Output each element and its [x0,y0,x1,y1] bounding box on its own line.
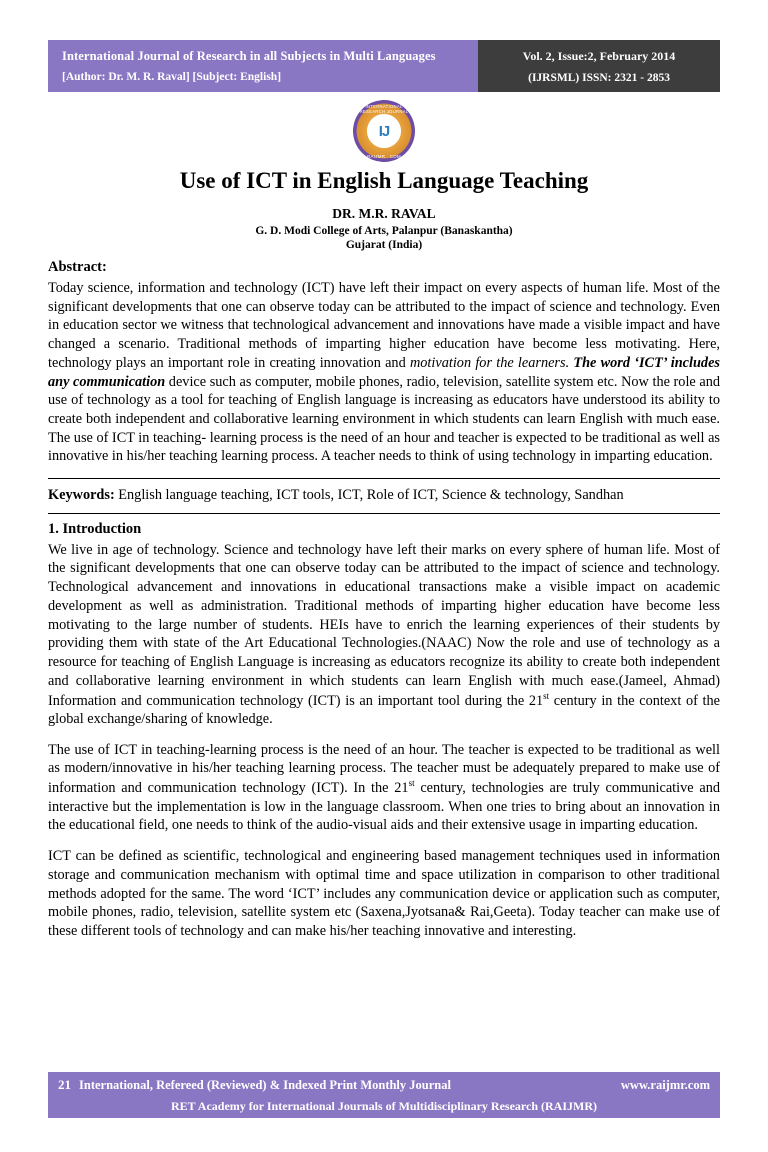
keywords-value: English language teaching, ICT tools, ICT, Role of ICT, Science & technology, Sandhan [114,487,624,504]
intro-p2-text-b: century, technologies are truly communicative and interactive but the implementation is low in the language classroom. When one tries to bring about an innovation in the educational field, one needs to think of the audio-visual aids and their extensive usage in imparting education. [48,779,721,834]
abstract-text-part-1: Today science, information and technology (ICT) have left their impact on every aspects of human life. Most of the significant developments that one can observe today can be attributed to the impact of science and technology. Even in education sector we witness that technological advancement and innovations have made a visible impact and have changed a scenario. Traditional methods of imparting higher education have become less motivating. Here, technology plays an important role in creating innovation and [48,280,720,371]
introduction-paragraph-2 [48,741,720,835]
intro-p2-text-a: The use of ICT in teaching-learning process is the need of an hour. The teacher is expected to be traditional as well as modern/innovative in his/her teaching learning process. The teacher must be adequately prepared to make use of information and communication technology (ICT). In the 21 [48,741,720,796]
page-footer [48,1072,720,1118]
affiliation-line-1: G. D. Modi College of Arts, Palanpur (Banaskantha) [255,225,513,237]
intro-p2-superscript: st [408,778,415,789]
author-subject: [Author: Dr. M. R. Raval] [Subject: English] [62,71,282,83]
footer-bar [48,1072,720,1098]
introduction-paragraph-1 [48,541,720,729]
keywords-label: Keywords: [48,487,115,504]
introduction-heading: 1. Introduction [48,520,142,537]
abstract-text-italic: motivation for the learners. [409,354,570,371]
page-header [48,40,720,92]
issn: (IJRSML) ISSN: 2321 - 2853 [528,71,670,84]
abstract-text-part-2: device such as computer, mobile phones, radio, television, satellite system etc. Now the role and use of technology as a tool for teaching of English language is increasing as educators have understood its ability to create both independent and collaborative learning environment in which students can learn English with much ease. The use of ICT in teaching- learning process is the need of an hour and teacher is expected to be traditional as well as innovative in his/her teaching learning process. A teacher needs to think of using technology in imparting education. [48,373,720,465]
page-title: Use of ICT in English Language Teaching [179,168,589,193]
footer-url-link[interactable]: www.raijmr.com [620,1077,710,1092]
header-right-block [478,40,720,92]
journal-title: International Journal of Research in all Subjects in Multi Languages [62,49,436,63]
abstract-text-bolditalic: The word ‘ICT’ includes any communication [48,354,720,390]
keywords-line [48,486,720,505]
abstract-paragraph [48,279,720,466]
header-left-block [48,40,478,92]
logo-ring-bottom-text: RAIJMR . COM [367,154,401,159]
journal-logo-wrap [48,100,720,162]
divider-below-keywords [48,513,720,514]
footer-journal-description: International, Refereed (Reviewed) & Indexed Print Monthly Journal [79,1077,451,1092]
author-name: DR. M.R. RAVAL [332,206,436,221]
volume-issue: Vol. 2, Issue:2, February 2014 [522,48,676,63]
intro-p1-text-a: We live in age of technology. Science and technology have left their marks on every sphere of human life. Most of the significant developments that one can observe today can be attributed to the impact of science and technology. Technological advancement and innovations in educational transactions make a visible impact on academic development as well as administration. Traditional methods of imparting higher education have become less motivating to the large number of students. HEIs have to enrich the learning experiences of their students by providing them with state of the Art Educational Technologies.(NAAC) Now the role and use of technology as a resource for teaching of English Language is increasing as educators recognize its ability to create both independent and collaborative learning environment in which students can learn English with much ease.(Jameel, Ahmad) Information and communication technology (ICT) is an important tool during the 21 [48,541,720,709]
introduction-paragraph-3: ICT can be defined as scientific, technological and engineering based management techniques used in information storage and communication mechanism with optimal time and space utilization in comparison to other traditional methods adopted for the same. The word ‘ICT’ includes any communication device or application such as computer, mobile phones, radio, television, satellite system etc (Saxena,Jyotsana& Rai,Geeta). Today teacher can make use of these different tools of technology and can make his/her teaching innovative and interesting. [48,848,720,939]
intro-p1-superscript: st [543,690,550,701]
footer-publisher: RET Academy for International Journals of Multidisciplinary Research (RAIJMR) [48,1098,720,1118]
divider-above-keywords [48,478,720,479]
intro-p1-text-b: century in the context of the global exchange/sharing of knowledge. [48,692,720,727]
journal-logo-icon [353,100,415,162]
affiliation-line-2: Gujarat (India) [345,239,423,251]
logo-ring-top-text: INTERNATIONAL RESEARCH JOURNAL [359,103,409,114]
page-number: 21 [58,1077,71,1092]
abstract-heading: Abstract: [48,259,107,275]
logo-monogram: IJ [367,114,401,148]
